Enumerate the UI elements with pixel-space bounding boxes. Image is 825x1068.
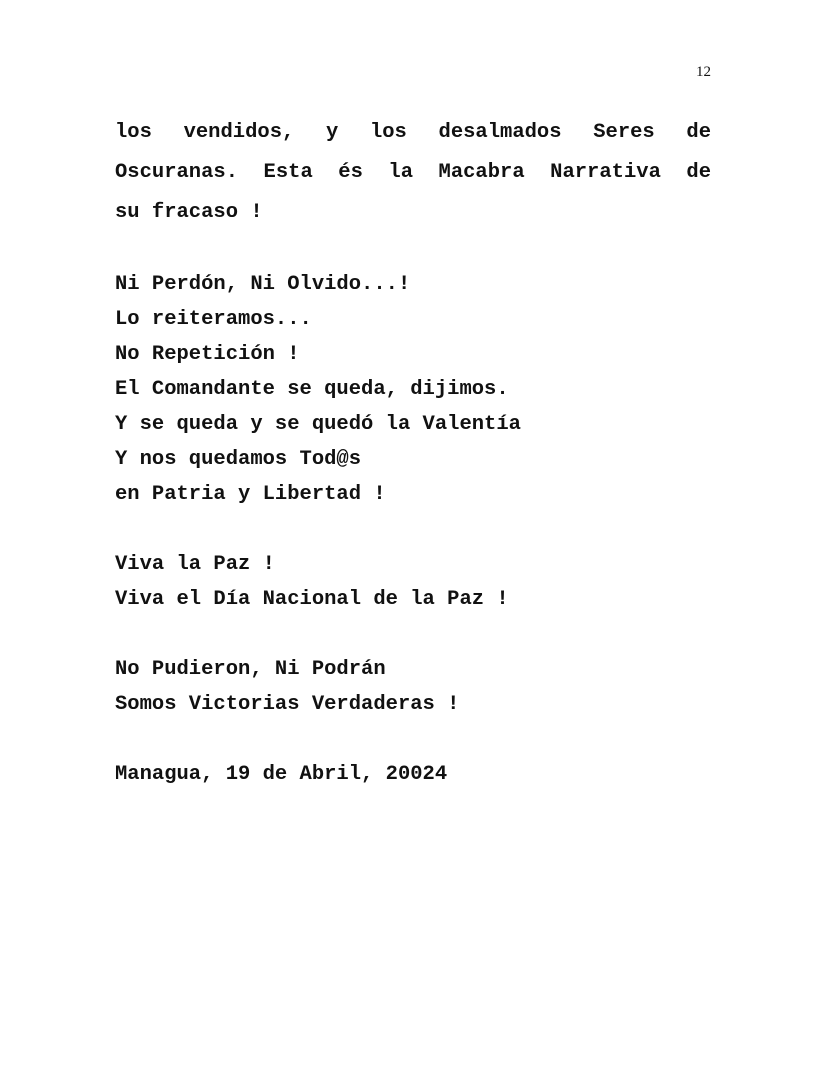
stanza-line: en Patria y Libertad !	[115, 483, 386, 506]
stanza-line: Lo reiteramos...	[115, 308, 312, 331]
stanza-line: Viva el Día Nacional de la Paz !	[115, 588, 509, 611]
stanza-no-pudieron	[115, 652, 711, 722]
paragraph-line: Oscuranas. Esta és la Macabra Narrativa de	[115, 161, 711, 184]
stanza-line: Ni Perdón, Ni Olvido...!	[115, 273, 411, 296]
page-number: 12	[696, 64, 711, 80]
paragraph-line: su fracaso !	[115, 201, 263, 224]
stanza-line: Y se queda y se quedó la Valentía	[115, 413, 521, 436]
stanza-line: Viva la Paz !	[115, 553, 275, 576]
stanza-line: Y nos quedamos Tod@s	[115, 448, 362, 471]
stanza-line: Somos Victorias Verdaderas !	[115, 693, 460, 716]
stanza-viva-la-paz	[115, 547, 711, 617]
stanza-line: El Comandante se queda, dijimos.	[115, 378, 509, 401]
stanza-ni-perdon	[115, 267, 711, 512]
place-date: Managua, 19 de Abril, 20024	[115, 763, 448, 786]
stanza-line: No Repetición !	[115, 343, 300, 366]
closing-place-date	[115, 757, 711, 792]
stanza-line: No Pudieron, Ni Podrán	[115, 658, 386, 681]
opening-paragraph	[115, 113, 711, 233]
paragraph-line: los vendidos, y los desalmados Seres de	[115, 121, 711, 144]
